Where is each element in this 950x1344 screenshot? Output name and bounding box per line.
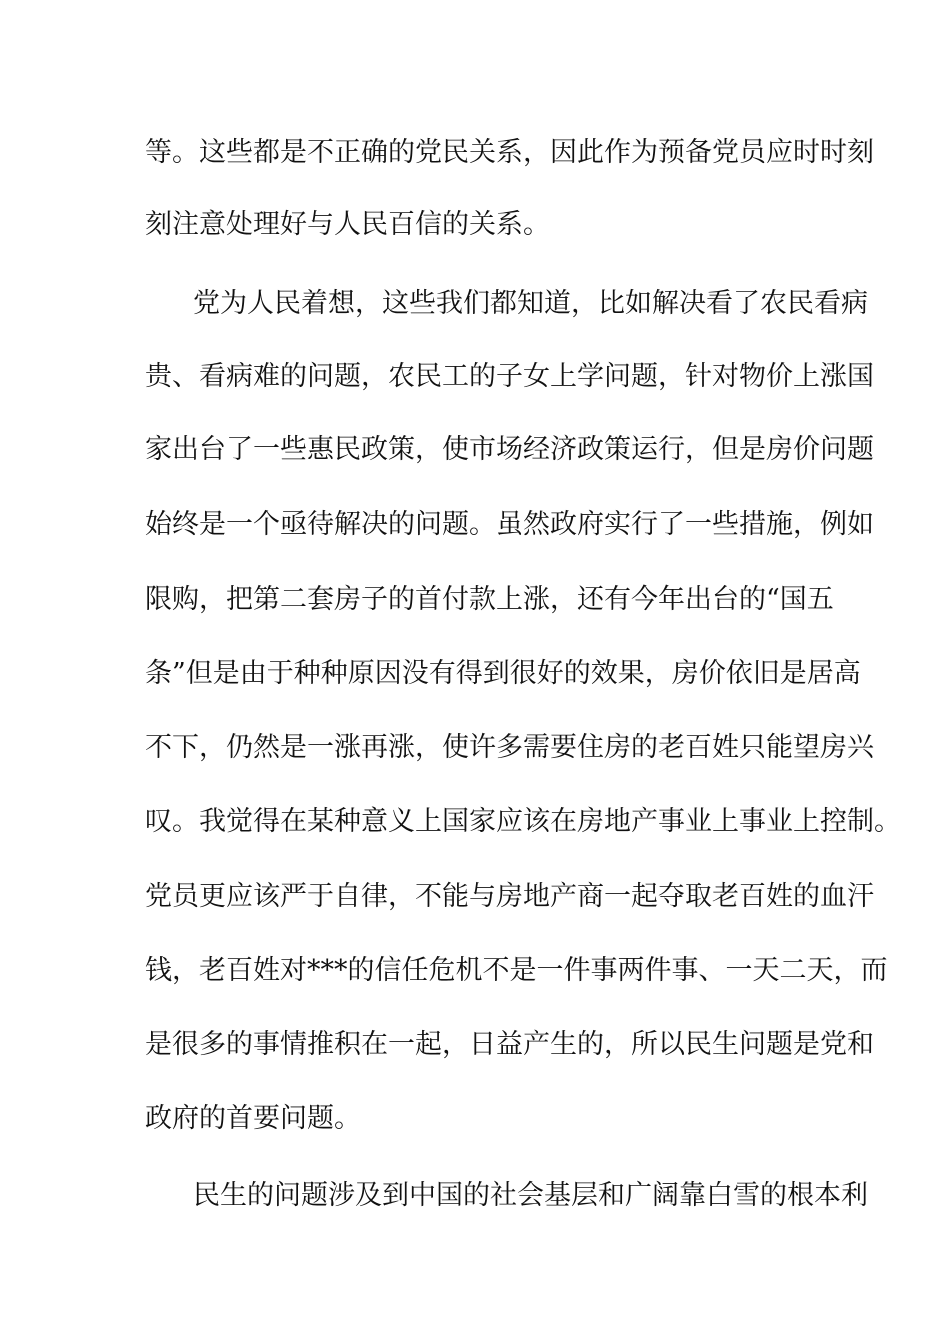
text-line: 刻注意处理好与人民百信的关系。 xyxy=(145,209,550,240)
text-line: 叹。我觉得在某种意义上国家应该在房地产事业上事业上控制。 xyxy=(145,806,901,837)
text-line: 条”但是由于种种原因没有得到很好的效果，房价依旧是居高 xyxy=(145,658,861,689)
text-line: 党员更应该严于自律，不能与房地产商一起夺取老百姓的血汗 xyxy=(145,881,874,912)
paragraph-start-line: 党为人民着想，这些我们都知道，比如解决看了农民看病 xyxy=(193,288,868,319)
paragraph-start-line: 民生的问题涉及到中国的社会基层和广阔靠白雪的根本利 xyxy=(193,1180,868,1211)
text-line: 贵、看病难的问题，农民工的子女上学问题，针对物价上涨国 xyxy=(145,361,874,392)
text-line: 始终是一个亟待解决的问题。虽然政府实行了一些措施，例如 xyxy=(145,509,874,540)
text-line: 等。这些都是不正确的党民关系，因此作为预备党员应时时刻 xyxy=(145,137,874,168)
text-line: 是很多的事情推积在一起，日益产生的，所以民生问题是党和 xyxy=(145,1029,874,1060)
text-line: 不下，仍然是一涨再涨，使许多需要住房的老百姓只能望房兴 xyxy=(145,732,874,763)
text-line: 家出台了一些惠民政策，使市场经济政策运行，但是房价问题 xyxy=(145,434,874,465)
text-line: 政府的首要问题。 xyxy=(145,1103,361,1134)
text-line: 限购，把第二套房子的首付款上涨，还有今年出台的“国五 xyxy=(145,584,834,615)
text-line: 钱，老百姓对***的信任危机不是一件事两件事、一天二天，而 xyxy=(145,955,888,986)
